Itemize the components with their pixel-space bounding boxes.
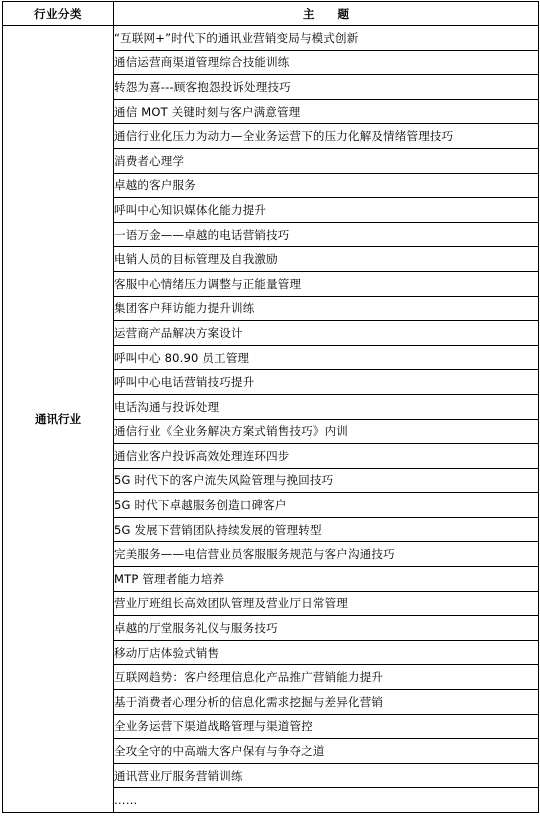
topic-cell bbox=[114, 394, 539, 419]
topic-text: 呼叫中心电话营销技巧提升 bbox=[114, 375, 255, 390]
topic-cell bbox=[114, 517, 539, 542]
topic-text: 5G 时代下卓越服务创造口碑客户 bbox=[114, 498, 287, 513]
topic-text: 卓越的厅堂服务礼仪与服务技巧 bbox=[114, 621, 278, 636]
topic-text: 通信运营商渠道管理综合技能训练 bbox=[114, 55, 290, 70]
topic-cell bbox=[114, 75, 539, 100]
topic-text: 电话沟通与投诉处理 bbox=[114, 399, 220, 414]
topic-cell bbox=[114, 444, 539, 469]
topic-cell bbox=[114, 690, 539, 715]
topic-text: 运营商产品解决方案设计 bbox=[114, 325, 243, 340]
topic-cell bbox=[114, 714, 539, 739]
topic-text: 基于消费者心理分析的信息化需求挖掘与差异化营销 bbox=[114, 694, 384, 709]
topic-text: 通讯营业厅服务营销训练 bbox=[114, 768, 243, 783]
topic-cell bbox=[114, 247, 539, 272]
topic-text: 5G 时代下的客户流失风险管理与挽回技巧 bbox=[114, 473, 334, 488]
topic-text: 卓越的客户服务 bbox=[114, 178, 196, 193]
topic-text: 全业务运营下渠道战略管理与渠道管控 bbox=[114, 719, 313, 734]
topic-text: 通信业客户投诉高效处理连环四步 bbox=[114, 448, 290, 463]
topic-cell bbox=[114, 616, 539, 641]
industry-category-cell: 通讯行业 bbox=[3, 26, 114, 813]
table-body bbox=[3, 26, 539, 813]
topic-cell bbox=[114, 370, 539, 395]
topic-cell bbox=[114, 198, 539, 223]
topic-cell bbox=[114, 148, 539, 173]
industry-column-header: 行业分类 bbox=[3, 2, 114, 26]
topic-text: 呼叫中心知识媒体化能力提升 bbox=[114, 202, 267, 217]
course-topic-table bbox=[2, 1, 539, 813]
topic-cell bbox=[114, 739, 539, 764]
topic-text: 电销人员的目标管理及自我激励 bbox=[114, 252, 278, 267]
topic-cell bbox=[114, 419, 539, 444]
table-header-row bbox=[3, 2, 539, 26]
topic-text: 营业厅班组长高效团队管理及营业厅日常管理 bbox=[114, 596, 348, 611]
topic-text: 互联网趋势：客户经理信息化产品推广营销能力提升 bbox=[114, 670, 384, 685]
topic-text: 全攻全守的中高端大客户保有与争夺之道 bbox=[114, 744, 325, 759]
topic-text: 客服中心情绪压力调整与正能量管理 bbox=[114, 276, 302, 291]
topic-text: 完美服务——电信营业员客服服务规范与客户沟通技巧 bbox=[114, 547, 395, 562]
topic-text: 集团客户拜访能力提升训练 bbox=[114, 301, 255, 316]
topic-text: 一语万金——卓越的电话营销技巧 bbox=[114, 227, 290, 242]
topic-cell bbox=[114, 567, 539, 592]
topic-cell bbox=[114, 640, 539, 665]
topic-cell bbox=[114, 222, 539, 247]
table-row bbox=[3, 26, 539, 51]
topic-text: 转怨为喜---顾客抱怨投诉处理技巧 bbox=[114, 79, 291, 94]
topic-cell bbox=[114, 173, 539, 198]
topic-cell bbox=[114, 493, 539, 518]
topic-cell bbox=[114, 271, 539, 296]
topic-text: “互联网+”时代下的通讯业营销变局与模式创新 bbox=[114, 30, 359, 45]
topic-text: 5G 发展下营销团队持续发展的管理转型 bbox=[114, 522, 322, 537]
topic-cell bbox=[114, 542, 539, 567]
topic-cell bbox=[114, 345, 539, 370]
topic-cell bbox=[114, 99, 539, 124]
topic-text: …… bbox=[114, 793, 138, 808]
topic-cell bbox=[114, 468, 539, 493]
topic-text: 通信行业化压力为动力—全业务运营下的压力化解及情绪管理技巧 bbox=[114, 129, 454, 144]
topic-cell bbox=[114, 788, 539, 813]
topic-cell bbox=[114, 50, 539, 75]
topic-cell bbox=[114, 591, 539, 616]
topic-text: MTP 管理者能力培养 bbox=[114, 571, 225, 586]
topic-cell bbox=[114, 763, 539, 788]
topic-text: 通信 MOT 关键时刻与客户满意管理 bbox=[114, 104, 301, 119]
topic-text: 呼叫中心 80.90 员工管理 bbox=[114, 350, 250, 365]
topic-cell bbox=[114, 26, 539, 51]
topic-cell bbox=[114, 124, 539, 149]
topic-column-header: 主 题 bbox=[114, 2, 539, 26]
topic-cell bbox=[114, 321, 539, 346]
topic-cell bbox=[114, 665, 539, 690]
topic-text: 移动厅店体验式销售 bbox=[114, 645, 220, 660]
topic-cell bbox=[114, 296, 539, 321]
topic-text: 消费者心理学 bbox=[114, 153, 185, 168]
topic-text: 通信行业《全业务解决方案式销售技巧》内训 bbox=[114, 424, 348, 439]
